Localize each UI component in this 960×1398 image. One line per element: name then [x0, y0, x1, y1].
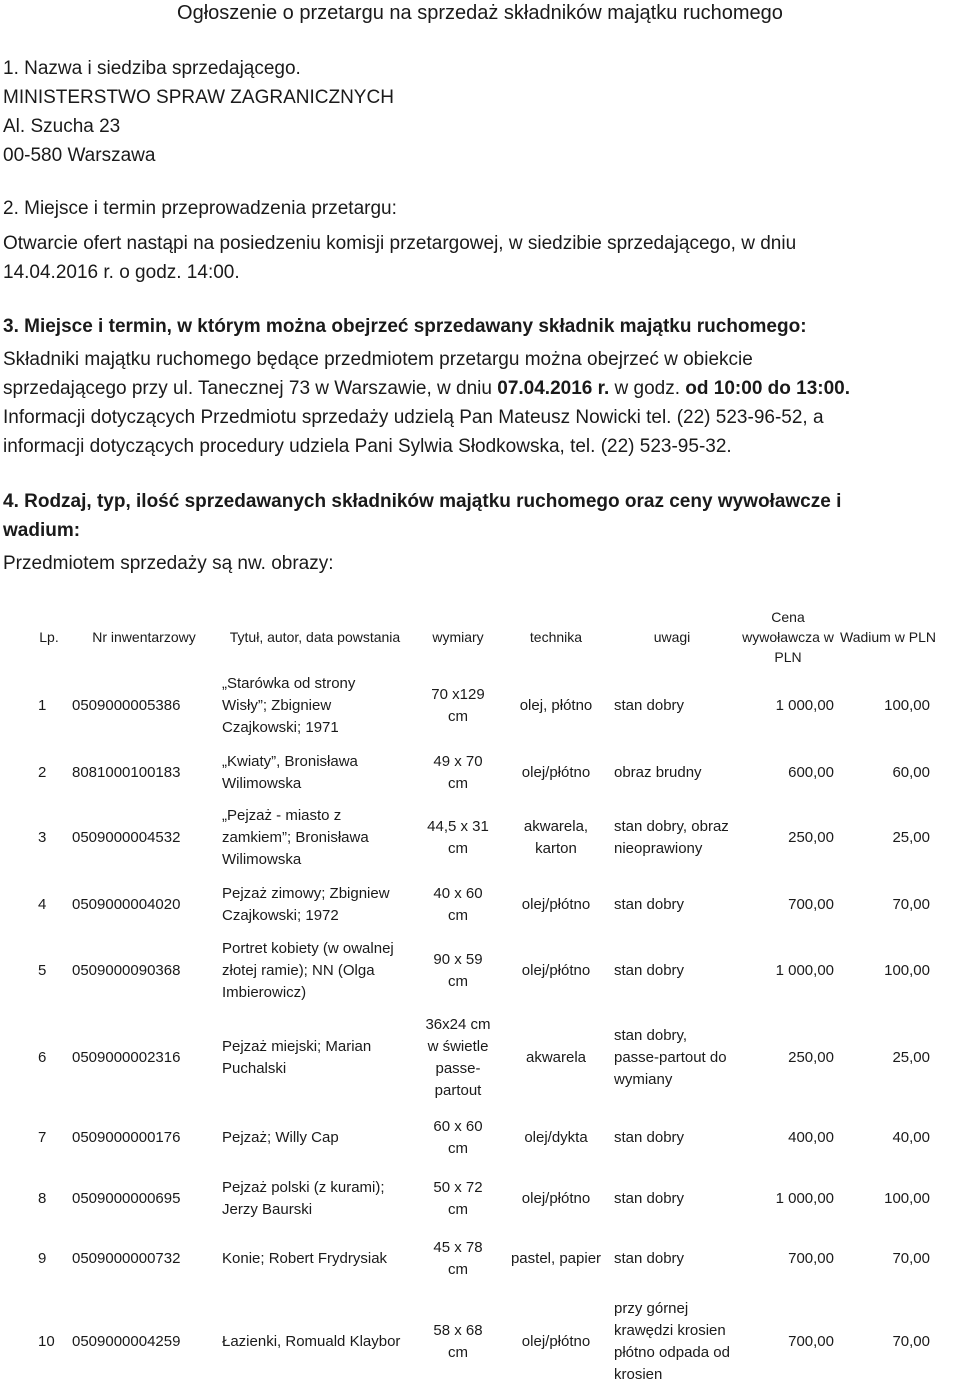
cell-technika: olej, płótno	[519, 697, 593, 714]
table-row	[28, 1110, 936, 1166]
cell-wymiary: 70 x129 cm	[431, 686, 485, 725]
cell-wymiary: 49 x 70 cm	[433, 753, 483, 792]
viewing-date: 07.04.2016 r.	[497, 378, 610, 399]
section-2-text: Otwarcie ofert nastąpi na posiedzeniu komisji przetargowej, w siedzibie sprzedającego, w dniu	[3, 233, 797, 254]
cell-lp: 7	[38, 1129, 47, 1146]
cell-wadium: 60,00	[892, 764, 930, 781]
table-row	[28, 668, 936, 744]
section-3-line-3: Informacji dotyczących Przedmiotu sprzedaży udzielą Pan Mateusz Nowicki tel. (22) 523-96-52, a	[3, 407, 824, 428]
seller-name: MINISTERSTWO SPRAW ZAGRANICZNYCH	[3, 87, 394, 108]
section-1-heading: 1. Nazwa i siedziba sprzedającego.	[3, 58, 301, 79]
cell-cena: 250,00	[788, 1049, 834, 1066]
cell-wadium: 25,00	[892, 829, 930, 846]
items-table	[28, 606, 936, 1398]
seller-street: Al. Szucha 23	[3, 116, 121, 137]
cell-wymiary: 58 x 68 cm	[433, 1322, 483, 1361]
cell-wadium: 70,00	[892, 1250, 930, 1267]
col-header-wadium: Wadium w PLN	[840, 629, 936, 645]
cell-cena: 1 000,00	[775, 1190, 834, 1207]
table-row	[28, 1286, 936, 1398]
cell-wymiary: 90 x 59 cm	[433, 951, 483, 990]
cell-nr: 0509000002316	[72, 1049, 181, 1066]
cell-tytul: Portret kobiety (w owalnej złotej ramie); NN (Olga Imbierowicz)	[222, 940, 394, 1001]
page-title: Ogłoszenie o przetargu na sprzedaż składników majątku ruchomego	[177, 2, 783, 24]
cell-technika: pastel, papier	[510, 1250, 602, 1267]
cell-technika: akwarela	[525, 1049, 587, 1066]
section-4-heading-2: wadium:	[3, 520, 81, 541]
cell-tytul: Pejzaż miejski; Marian Puchalski	[222, 1038, 372, 1077]
section-2-heading: 2. Miejsce i termin przeprowadzenia przetargu:	[3, 198, 397, 219]
cell-technika: olej/dykta	[524, 1129, 588, 1146]
table-row	[28, 1006, 936, 1110]
cell-wymiary: 40 x 60 cm	[433, 885, 483, 924]
cell-cena: 700,00	[788, 1250, 834, 1267]
cell-nr: 0509000004532	[72, 829, 181, 846]
cell-uwagi: obraz brudny	[614, 764, 702, 781]
cell-wymiary: 36x24 cm w świetle passe-partout	[425, 1016, 491, 1099]
cell-uwagi: stan dobry, passe-partout do wymiany	[614, 1027, 727, 1088]
cell-uwagi: stan dobry	[614, 962, 685, 979]
table-row	[28, 744, 936, 802]
cell-lp: 4	[38, 896, 47, 913]
cell-nr: 8081000100183	[72, 764, 181, 781]
cell-uwagi: przy górnej krawędzi krosien płótno odpada od krosien	[614, 1300, 730, 1383]
viewing-address: sprzedającego przy ul. Tanecznej 73 w Warszawie, w dniu	[3, 378, 498, 399]
cell-tytul: Łazienki, Romuald Klaybor	[222, 1333, 401, 1350]
section-3-line-4: informacji dotyczących procedury udziela Pani Sylwia Słodkowska, tel. (22) 523-95-32.	[3, 436, 732, 457]
col-header-cena: Cena wywoławcza w PLN	[742, 609, 834, 665]
cell-wymiary: 44,5 x 31 cm	[427, 818, 489, 857]
viewing-hours: od 10:00 do 13:00.	[685, 378, 851, 399]
cell-cena: 700,00	[788, 896, 834, 913]
cell-lp: 9	[38, 1250, 47, 1267]
cell-tytul: „Pejzaż - miasto z zamkiem”; Bronisława Wilimowska	[222, 807, 369, 868]
table-row	[28, 1232, 936, 1286]
cell-tytul: Pejzaż polski (z kurami); Jerzy Baurski	[222, 1179, 385, 1218]
col-header-wymiary: wymiary	[432, 629, 484, 645]
cell-lp: 2	[38, 764, 47, 781]
section-3-line-1: Składniki majątku ruchomego będące przedmiotem przetargu można obejrzeć w obiekcie	[3, 349, 753, 370]
cell-nr: 0509000000695	[72, 1190, 181, 1207]
cell-uwagi: stan dobry	[614, 1129, 685, 1146]
cell-nr: 0509000000176	[72, 1129, 181, 1146]
cell-wadium: 100,00	[884, 1190, 930, 1207]
cell-lp: 10	[38, 1333, 55, 1350]
cell-wadium: 70,00	[892, 1333, 930, 1350]
cell-wymiary: 50 x 72 cm	[433, 1179, 483, 1218]
cell-technika: olej/płótno	[521, 896, 591, 913]
cell-technika: akwarela, karton	[523, 818, 589, 857]
seller-city: 00-580 Warszawa	[3, 145, 156, 166]
cell-wadium: 100,00	[884, 962, 930, 979]
cell-lp: 3	[38, 829, 47, 846]
section-4-heading-1: 4. Rodzaj, typ, ilość sprzedawanych składników majątku ruchomego oraz ceny wywoławcze i	[3, 491, 842, 512]
col-header-technika: technika	[529, 629, 583, 645]
cell-technika: olej/płótno	[521, 1190, 591, 1207]
cell-uwagi: stan dobry	[614, 697, 685, 714]
cell-nr: 0509000004259	[72, 1333, 181, 1350]
cell-lp: 5	[38, 962, 47, 979]
cell-wymiary: 60 x 60 cm	[433, 1118, 483, 1157]
cell-wadium: 25,00	[892, 1049, 930, 1066]
cell-tytul: Pejzaż zimowy; Zbigniew Czajkowski; 1972	[222, 885, 390, 924]
cell-wadium: 70,00	[892, 896, 930, 913]
section-tender-place	[3, 194, 957, 287]
cell-lp: 1	[38, 697, 47, 714]
col-header-lp: Lp.	[39, 629, 59, 645]
cell-cena: 250,00	[788, 829, 834, 846]
section-viewing	[3, 312, 957, 461]
cell-technika: olej/płótno	[521, 764, 591, 781]
cell-cena: 400,00	[788, 1129, 834, 1146]
cell-nr: 0509000090368	[72, 962, 181, 979]
cell-nr: 0509000000732	[72, 1250, 181, 1267]
table-row	[28, 874, 936, 936]
cell-tytul: „Kwiaty”, Bronisława Wilimowska	[222, 753, 358, 792]
cell-tytul: „Starówka od strony Wisły”; Zbigniew Czajkowski; 1971	[222, 675, 356, 736]
col-header-nr: Nr inwentarzowy	[92, 629, 196, 645]
cell-uwagi: stan dobry, obraz nieoprawiony	[614, 818, 729, 857]
cell-cena: 600,00	[788, 764, 834, 781]
cell-technika: olej/płótno	[521, 1333, 591, 1350]
cell-cena: 1 000,00	[775, 697, 834, 714]
cell-lp: 8	[38, 1190, 47, 1207]
viewing-hours-label: w godz.	[609, 378, 686, 399]
col-header-tytul: Tytuł, autor, data powstania	[229, 629, 401, 645]
cell-tytul: Pejzaż; Willy Cap	[222, 1129, 339, 1146]
cell-wymiary: 45 x 78 cm	[433, 1239, 483, 1278]
section-2-date: 14.04.2016 r. o godz. 14:00.	[3, 262, 240, 283]
cell-cena: 1 000,00	[775, 962, 834, 979]
cell-lp: 6	[38, 1049, 47, 1066]
cell-technika: olej/płótno	[521, 962, 591, 979]
cell-uwagi: stan dobry	[614, 1190, 685, 1207]
table-row	[28, 802, 936, 874]
cell-wadium: 40,00	[892, 1129, 930, 1146]
cell-nr: 0509000004020	[72, 896, 181, 913]
cell-wadium: 100,00	[884, 697, 930, 714]
section-seller	[3, 54, 957, 170]
table-row	[28, 1166, 936, 1232]
section-3-heading: 3. Miejsce i termin, w którym można obejrzeć sprzedawany składnik majątku ruchomego:	[3, 316, 807, 337]
cell-cena: 700,00	[788, 1333, 834, 1350]
cell-nr: 0509000005386	[72, 697, 181, 714]
section-4-intro: Przedmiotem sprzedaży są nw. obrazy:	[3, 553, 334, 574]
cell-uwagi: stan dobry	[614, 896, 685, 913]
table-row	[28, 936, 936, 1006]
cell-tytul: Konie; Robert Frydrysiak	[222, 1250, 388, 1267]
section-items	[3, 487, 957, 578]
table-header-row	[28, 606, 936, 668]
cell-uwagi: stan dobry	[614, 1250, 685, 1267]
section-3-line-2	[3, 374, 957, 403]
col-header-uwagi: uwagi	[653, 629, 691, 645]
